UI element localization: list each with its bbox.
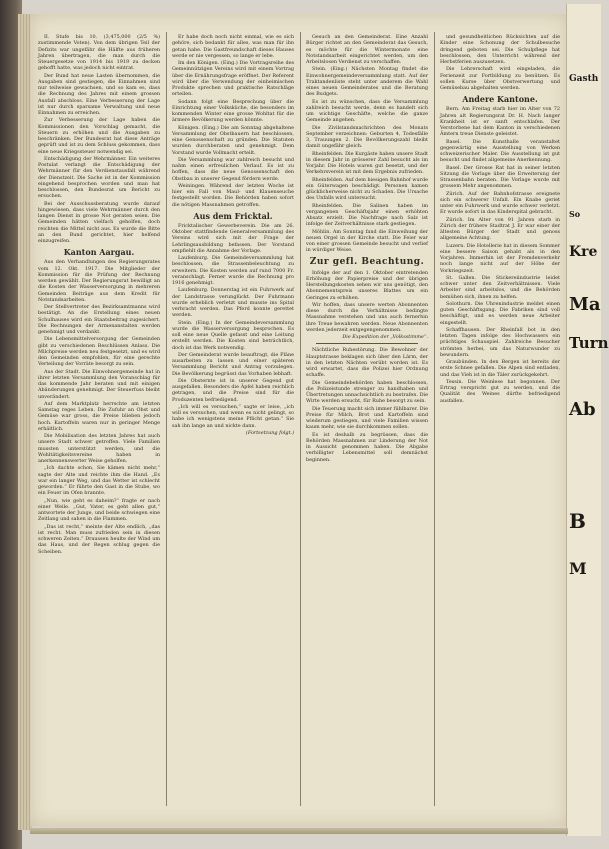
column-3 bbox=[306, 34, 428, 804]
facing-page-heading-fragment: Ab bbox=[569, 399, 596, 420]
section-heading: Zur gefl. Beachtung. bbox=[309, 256, 425, 267]
article-paragraph: Möhlin. Am Sonntag fand die Einweihung der neuen Orgel in der Kirche statt. Die Feier war von einer grossen Gemeinde besucht und verlief in würdiger Weise. bbox=[306, 228, 428, 254]
article-paragraph: Es ist deshalb zu begrüssen, dass die Behörden Massnahmen zur Linderung der Not in Aussicht genommen haben. Die Abgabe verbilligter Lebensmittel soll demnächst beginnen. bbox=[306, 431, 428, 463]
newspaper-page bbox=[30, 14, 568, 826]
section-heading: Kanton Aargau. bbox=[63, 247, 135, 258]
article-paragraph: Rheinfelden. Die Kurgäste haben unsere Stadt in diesem Jahr in grösserer Zahl besucht als im Vorjahr. Die Hotels waren gut besetzt, und der Verkehrsverein ist mit dem Ergebnis zufrieden. bbox=[306, 150, 428, 176]
section-heading: Aus dem Fricktal. bbox=[193, 210, 273, 221]
facing-page-heading-fragment: M bbox=[569, 559, 587, 578]
column-rule bbox=[300, 32, 301, 806]
article-paragraph: Bern. Am Freitag starb hier im Alter von 72 Jahren alt Regierungsrat Dr. H. Nach langer Krankheit ist er sanft entschlafen. Der Verstorbene hat dem Kanton in verschiedenen Ämtern treue Dienste geleistet. bbox=[440, 106, 560, 138]
article-paragraph: „Ich will es versuchen,“ sagte er leise, „ich will es versuchen, und wenn es nicht gelingt, so habe ich wenigstens meine Pflicht getan.“ Sie sah ihn lange an und nickte dann. bbox=[172, 403, 294, 429]
article-paragraph: Der Bund hat neue Lasten übernommen, die Ausgaben sind gestiegen, die Einnahmen sind nur teilweise gewachsen, und so kam es, dass die Rechnung des Jahres mit einem grossen Ausfall abschloss. Eine Verbesserung der Lage ist nur durch sparsame Verwaltung und neue Einnahmen zu erreichen. bbox=[38, 72, 160, 116]
article-paragraph: Sodann folgt eine Besprechung über die Einrichtung einer Volksküche, die besonders im kommenden Winter eine grosse Wohltat für die ärmere Bevölkerung werden könnte. bbox=[172, 98, 294, 124]
column-rule bbox=[166, 32, 167, 806]
article-paragraph: Zürich. Im Alter von 91 Jahren starb in Zürich der frühere Stadtrat J. Er war einer der ältesten Bürger der Stadt und genoss allgemeine Achtung. bbox=[440, 216, 560, 242]
article-paragraph: Der Stellvertreter des Bezirksamtmanns wird bestätigt. An die Erstellung eines neuen Schulhauses wird ein Staatsbeitrag zugesichert. Die Rechnungen der Armenanstalten werden genehmigt und verdankt. bbox=[38, 304, 160, 335]
article-paragraph: Aus den Verhandlungen des Regierungsrates vom 12. Okt. 1917. Die Mitglieder der Kommission für die Prüfung der Rechnung werden gewählt. Der Regierungsrat bewilligt an die Kosten der Wasserversorgung in mehreren Gemeinden Beiträge aus dem Kredit für Notstandsarbeiten. bbox=[38, 259, 160, 303]
article-paragraph: Er habe doch noch nicht einmal, wie es sich gehöre, sich bedankt für alles, was man für ihn getan habe. Die Gastfreundschaft dieses Hauses werde er nie vergessen, so lange er lebe. bbox=[172, 34, 294, 59]
signature-line: Die Expedition der „Volksstimme“. bbox=[342, 334, 428, 340]
article-paragraph: Rheinfelden. Die Salinen haben im vergangenen Geschäftsjahr einen erhöhten Absatz erzielt. Die Nachfrage nach Salz ist infolge der Zeitverhältnisse stark gestiegen. bbox=[306, 202, 428, 228]
article-paragraph: „Nun, wie geht es daheim?“ fragte er nach einer Weile. „Gut, Vater, es geht allen gut,“ antwortete der Junge, und beide schwiegen eine Zeitlang und sahen in die Flammen. bbox=[38, 497, 160, 523]
article-paragraph: Graubünden. In den Bergen ist bereits der erste Schnee gefallen. Die Alpen sind entladen, und das Vieh ist in die Täler zurückgekehrt. bbox=[440, 359, 560, 378]
article-paragraph: Basel. Die Kunsthalle veranstaltet gegenwärtig eine Ausstellung von Werken schweizerischer Maler. Die Ausstellung ist gut besucht und findet allgemeine Anerkennung. bbox=[440, 138, 560, 164]
article-paragraph: Stein. (Eing.) Nächsten Montag findet die Einwohnergemeindeversammlung statt. Auf der Traktandenliste steht unter anderem die Wahl eines neuen Gemeinderates und die Beratung des Budgets. bbox=[306, 66, 428, 98]
article-paragraph: Die Gemeindebehörden haben beschlossen, die Polizeistunde strenger zu handhaben und Übertretungen unnachsichtlich zu bestrafen. Die Wirte werden ersucht, für Ruhe besorgt zu sein. bbox=[306, 379, 428, 405]
facing-page-edge bbox=[566, 4, 609, 836]
section-divider bbox=[316, 343, 418, 344]
article-paragraph: Es ist zu wünschen, dass die Versammlung zahlreich besucht werde, denn es handelt sich um wichtige Geschäfte, welche die ganze Gemeinde angehen. bbox=[306, 98, 428, 124]
article-paragraph: Die Versammlung war zahlreich besucht und nahm einen erfreulichen Verlauf. Es ist zu hoffen, dass die neue Genossenschaft den Obstbau in unserer Gegend fördern werde. bbox=[172, 156, 294, 182]
article-paragraph: Die Teuerung macht sich immer fühlbarer. Die Preise für Milch, Brot und Kartoffeln sind wiederum gestiegen, und viele Familien wissen kaum mehr, wie sie durchkommen sollen. bbox=[306, 405, 428, 431]
article-paragraph: Der Gemeinderat wurde beauftragt, die Pläne ausarbeiten zu lassen und einer späteren Versammlung Bericht und Antrag vorzulegen. Die Bevölkerung begrüsst das Vorhaben lebhaft. bbox=[172, 351, 294, 377]
facing-page-heading-fragment: Turn bbox=[569, 334, 609, 352]
article-paragraph: Solothurn. Die Uhrenindustrie meldet einen guten Geschäftsgang. Die Fabriken sind voll beschäftigt, und es werden neue Arbeiter eingestellt. bbox=[440, 300, 560, 326]
article-paragraph: Infolge der auf den 1. Oktober eintretenden Erhöhung der Papierpreise und der übrigen Herstellungskosten sehen wir uns genötigt, den Abonnementspreis unseres Blattes um ein Geringes zu erhöhen. bbox=[306, 269, 428, 301]
article-paragraph: Aus der Stadt. Die Einwohnergemeinde hat in ihrer letzten Versammlung den Voranschlag für das kommende Jahr beraten und mit einigen Abänderungen genehmigt. Der Steuerfuss bleibt unverändert. bbox=[38, 368, 160, 400]
article-paragraph: Laufenburg. Donnerstag ist ein Fuhrwerk auf der Landstrasse verunglückt. Der Fuhrmann wurde erheblich verletzt und musste ins Spital verbracht werden. Das Pferd konnte gerettet werden. bbox=[172, 287, 294, 319]
article-paragraph: Laufenburg. Die Gemeindeversammlung hat beschlossen, die Strassenbeleuchtung zu erweitern. Die Kosten werden auf rund 7000 Fr. veranschlagt. Ferner wurde die Rechnung pro 1916 genehmigt. bbox=[172, 255, 294, 286]
article-paragraph: St. Gallen. Die Stickereiindustrie leidet schwer unter den Zeitverhältnissen. Viele Arbeiter sind arbeitslos, und die Behörden bemühen sich, ihnen zu helfen. bbox=[440, 274, 560, 300]
column-2 bbox=[172, 34, 294, 804]
facing-page-heading-fragment: B bbox=[569, 509, 586, 533]
article-paragraph: „Das ist recht,“ meinte der Alte endlich, „das ist recht. Man muss zufrieden sein in diesen schweren Zeiten.“ Draussen heulte der Wind um das Haus, und der Regen schlug gegen die Scheiben. bbox=[38, 523, 160, 555]
column-rule bbox=[434, 32, 435, 806]
column-1 bbox=[38, 34, 160, 804]
article-paragraph: Tessin. Die Weinlese hat begonnen. Der Ertrag verspricht gut zu werden, und die Qualität des Weines dürfte befriedigend ausfallen. bbox=[440, 378, 560, 404]
article-paragraph: Die Mobilisation des letzten Jahres hat auch unsere Stadt schwer getroffen. Viele Familien mussten unterstützt werden, und die Wohltätigkeitsvereine haben in anerkennenswerter Weise geholfen. bbox=[38, 433, 160, 464]
signature-line: (Fortsetzung folgt.) bbox=[245, 429, 294, 436]
article-paragraph: Die Obsternte ist in unserer Gegend gut ausgefallen. Besonders die Äpfel haben reichlich getragen, und die Preise sind für die Produzenten befriedigend. bbox=[172, 377, 294, 403]
article-paragraph: Auf dem Marktplatz herrschte am letzten Samstag reges Leben. Die Zufuhr an Obst und Gemüse war gross, die Preise blieben jedoch hoch. Kartoffeln waren nur in geringer Menge erhältlich. bbox=[38, 400, 160, 432]
facing-page-heading-fragment: Ma bbox=[569, 294, 601, 315]
article-paragraph: Nächtliche Ruhestörung. Die Bewohner der Hauptstrasse beklagen sich über den Lärm, der in den letzten Nächten verübt worden ist. Es wird erwartet, dass die Polizei hier Ordnung schaffe. bbox=[306, 347, 428, 379]
article-paragraph: Die Zivilstandsnachrichten des Monats September verzeichnen: Geburten 4, Todesfälle 3, Trauungen 2. Die Bevölkerungszahl bleibt damit ungefähr gleich. bbox=[306, 124, 428, 150]
facing-page-heading-fragment: So bbox=[569, 209, 581, 219]
article-paragraph: „Ich dachte schon, Sie kämen nicht mehr,“ sagte der Alte und reichte ihm die Hand. „Es war ein langer Weg, und das Wetter ist schlecht geworden.“ Er führte den Gast in die Stube, wo ein Feuer im Ofen brannte. bbox=[38, 465, 160, 497]
article-paragraph: Die Lehrerschaft wird eingeladen, die Ferienzeit zur Fortbildung zu benützen. Es sollen Kurse über Obstverwertung und Gemüsebau abgehalten werden. bbox=[440, 66, 560, 91]
article-paragraph: Stein. (Eing.) In der Gemeindeversammlung wurde die Wasserversorgung besprochen. Es soll eine neue Quelle gefasst und eine Leitung erstellt werden. Die Kosten sind beträchtlich, doch ist das Werk notwendig. bbox=[172, 319, 294, 351]
article-paragraph: II. Stufe bis 10. (3,475,000 (2/5 %) zustimmende Voten). Von dem übrigen Teil der Defizits war ungefähr die Hälfte aus früheren Jahren übertragen, die man durch die Steuergesetze von 1914 bis 1919 zu decken gehofft hatte, was jedoch nicht eintrat. bbox=[38, 34, 160, 72]
article-paragraph: Luzern. Die Hotellerie hat in diesem Sommer eine bessere Saison gehabt als in den Vorjahren. Immerhin ist der Fremdenverkehr noch lange nicht auf der Höhe der Vorkriegszeit. bbox=[440, 242, 560, 274]
article-paragraph: Rheinfelden. Auf dem hiesigen Bahnhof wurde ein Güterwagen beschädigt. Personen kamen glücklicherweise nicht zu Schaden. Die Ursache des Unfalls wird untersucht. bbox=[306, 176, 428, 202]
article-paragraph: Zur Verbesserung der Lage haben die Kommissionen den Vorschlag gemacht, die Steuern zu erhöhen und die Ausgaben zu beschränken. Der Bundesrat hat diese Anträge geprüft und ist zu dem Schluss gekommen, dass eine neue Kriegssteuer notwendig sei. bbox=[38, 117, 160, 155]
article-paragraph: Königen. (Eing.) Die am Sonntag abgehaltene Versammlung der Obstbauern hat beschlossen, eine Genossenschaft zu gründen. Die Statuten wurden durchberaten und genehmigt. Dem Vorstand wurde Vollmacht erteilt. bbox=[172, 124, 294, 156]
article-paragraph: Entschädigung der Wehrmänner. Ein weiteres Postulat verlangt die Entschädigung der Wehrmänner für den Verdienstausfall während der Dienstzeit. Die Sache ist in der Kommission eingehend besprochen worden und man hat beschlossen, den Bundesrat um Bericht zu ersuchen. bbox=[38, 155, 160, 200]
article-paragraph: Schaffhausen. Der Rheinfall bot in den letzten Tagen infolge des Hochwassers ein prächtiges Schauspiel. Zahlreiche Besucher strömten herbei, um das Naturwunder zu bewundern. bbox=[440, 326, 560, 358]
facing-page-heading-fragment: Kre bbox=[569, 244, 598, 260]
article-paragraph: Zürich. Auf der Bahnhofstrasse ereignete sich ein schwerer Unfall. Ein Knabe geriet unter ein Fuhrwerk und wurde schwer verletzt. Er wurde sofort in das Kinderspital gebracht. bbox=[440, 190, 560, 216]
article-paragraph: Gesuch an den Gemeinderat. Eine Anzahl Bürger richtet an den Gemeinderat das Gesuch, es möchte für die Wintermonate eine Notstandsarbeit eingerichtet werden, um den Arbeitslosen Verdienst zu verschaffen. bbox=[306, 34, 428, 65]
article-paragraph: Bei der Ausschussberatung wurde darauf hingewiesen, dass viele Wehrmänner durch den langen Dienst in grosse Not geraten seien. Die Gemeinden hätten vielfach geholfen, doch reichten die Mittel nicht aus. Es wurde die Bitte an den Bund gerichtet, hier helfend einzugreifen. bbox=[38, 200, 160, 244]
article-paragraph: Wir hoffen, dass unsere werten Abonnenten diese durch die Verhältnisse bedingte Massnahme verstehen und uns auch fernerhin ihre Treue bewahren werden. Neue Abonnenten werden jederzeit entgegengenommen. bbox=[306, 301, 428, 333]
facing-page-heading-fragment: Gasth bbox=[569, 74, 599, 84]
article-paragraph: Weiningen. Während der letzten Woche ist hier ein Fall von Maul- und Klauenseuche festgestellt worden. Die Behörden haben sofort die nötigen Massnahmen getroffen. bbox=[172, 182, 294, 208]
article-paragraph: Basel. Der Grosse Rat hat in seiner letzten Sitzung die Vorlage über die Erweiterung der Strassenbahn beraten. Die Vorlage wurde mit grossem Mehr angenommen. bbox=[440, 164, 560, 190]
article-paragraph: Die Lebensmittelversorgung der Gemeinden gibt zu verschiedenen Beschlüssen Anlass. Die Milchpreise werden neu festgesetzt, und es wird den Gemeinden empfohlen, für eine gerechte Verteilung der Vorräte besorgt zu sein. bbox=[38, 336, 160, 368]
column-4 bbox=[440, 34, 560, 804]
article-paragraph: und gesundheitlichen Rücksichten auf die Kinder eine Schonung der Schulbesuche dringend geboten sei. Die Schulpflege hat beschlossen, den Unterricht während der Herbstferien auszusetzen. bbox=[440, 34, 560, 65]
article-paragraph: Im den Königen. (Eing.) Die Vortragsreihe des Gemeinnützigen Vereins wird mit einem Vortrag über die Ernährungsfrage eröffnet. Der Referent wird über die Verwendung der einheimischen Produkte sprechen und praktische Ratschläge erteilen. bbox=[172, 60, 294, 98]
section-heading: Andere Kantone. bbox=[462, 94, 538, 105]
article-paragraph: Fricktalischer Gewerbeverein. Die am 26. Oktober stattfindende Generalversammlung des Vereins wird sich mit der Frage der Lehrlingsausbildung befassen. Der Vorstand empfiehlt die Annahme der Vorlage. bbox=[172, 222, 294, 254]
page-bottom-edge bbox=[30, 828, 568, 834]
